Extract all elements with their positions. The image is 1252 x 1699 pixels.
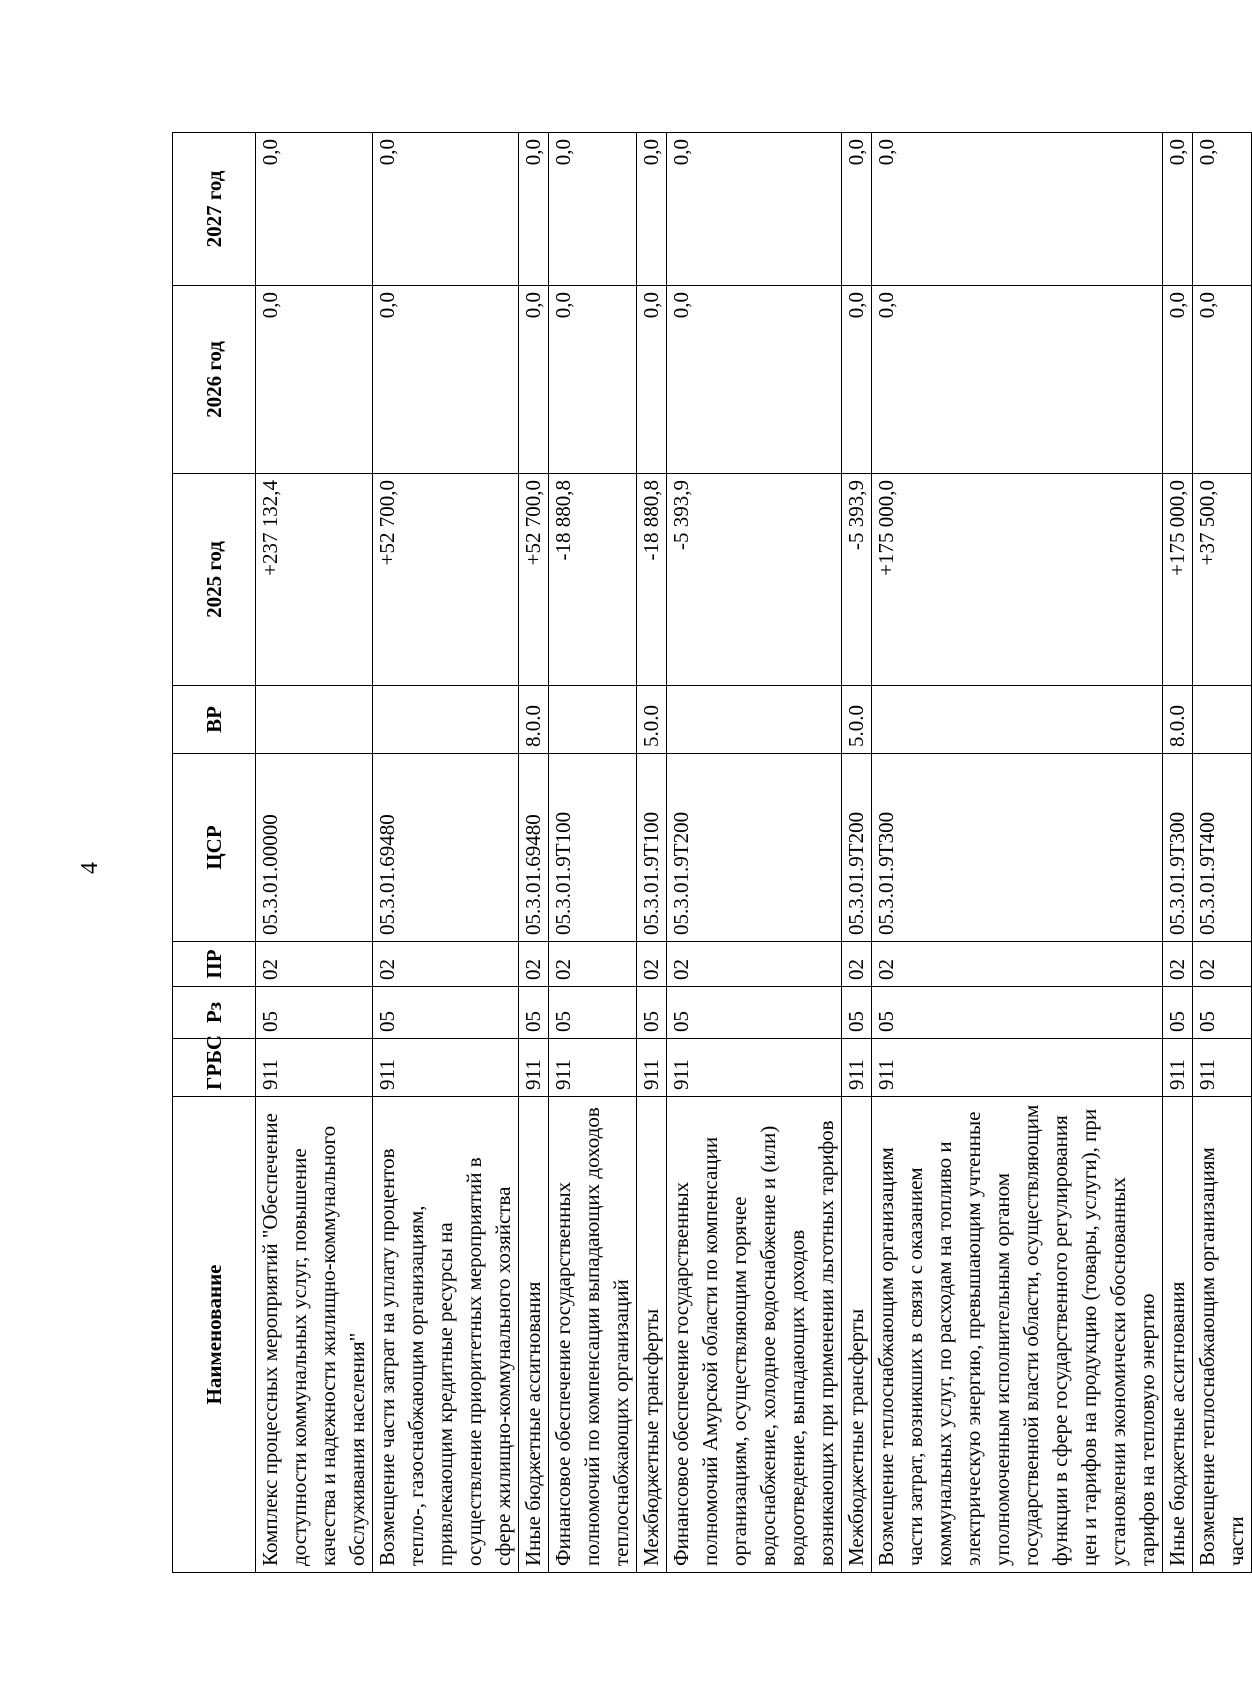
cell-pr: 02	[1163, 942, 1193, 987]
cell-vr	[549, 686, 637, 754]
table-header-row	[173, 133, 256, 1573]
cell-grbs: 911	[637, 1039, 667, 1097]
cell-2025: -5 393,9	[842, 474, 872, 686]
cell-2026: 0,0	[842, 286, 872, 474]
cell-2025: +52 700,0	[373, 474, 519, 686]
table-row	[519, 133, 549, 1573]
cell-rz: 05	[373, 987, 519, 1039]
cell-name: Финансовое обеспечение государственных полномочий Амурской области по компенсации организациям, осуществляющим горячее водоснабжение, холодное водоснабжение и (или) водоотведение, выпадающих доходов возникающих при применении льготных тарифов	[667, 1097, 842, 1573]
cell-csr: 05.3.01.9Т300	[1163, 754, 1193, 942]
rotated-table-container	[172, 133, 1248, 1573]
cell-grbs: 911	[256, 1039, 373, 1097]
cell-vr	[667, 686, 842, 754]
cell-csr: 05.3.01.9Т200	[667, 754, 842, 942]
cell-2025: -18 880,8	[637, 474, 667, 686]
cell-2025: +175 000,0	[1163, 474, 1193, 686]
cell-2025: -18 880,8	[549, 474, 637, 686]
cell-2025: +175 000,0	[872, 474, 1163, 686]
cell-grbs: 911	[519, 1039, 549, 1097]
cell-rz: 05	[256, 987, 373, 1039]
cell-pr: 02	[519, 942, 549, 987]
cell-2027: 0,0	[1193, 133, 1252, 286]
cell-name: Комплекс процессных мероприятий "Обеспечение доступности коммунальных услуг, повышение качества и надежности жилищно-коммунального обслуживания населения"	[256, 1097, 373, 1573]
cell-csr: 05.3.01.9Т400	[1193, 754, 1252, 942]
cell-rz: 05	[637, 987, 667, 1039]
cell-pr: 02	[373, 942, 519, 987]
cell-vr: 8.0.0	[519, 686, 549, 754]
cell-name: Возмещение части затрат на уплату процентов тепло-, газоснабжающим организациям, привлекающим кредитные ресурсы на осуществление приоритетных мероприятий в сфере жилищно-коммунального хозяйства	[373, 1097, 519, 1573]
cell-2025: -5 393,9	[667, 474, 842, 686]
cell-csr: 05.3.01.9Т300	[872, 754, 1163, 942]
cell-grbs: 911	[549, 1039, 637, 1097]
cell-2026: 0,0	[667, 286, 842, 474]
cell-grbs: 911	[667, 1039, 842, 1097]
cell-2026: 0,0	[519, 286, 549, 474]
cell-2025: +52 700,0	[519, 474, 549, 686]
cell-2027: 0,0	[842, 133, 872, 286]
cell-2027: 0,0	[549, 133, 637, 286]
cell-2027: 0,0	[637, 133, 667, 286]
cell-rz: 05	[872, 987, 1163, 1039]
cell-name: Возмещение теплоснабжающим организациям части	[1193, 1097, 1252, 1573]
table-row	[256, 133, 373, 1573]
cell-pr: 02	[842, 942, 872, 987]
table-row	[373, 133, 519, 1573]
cell-pr: 02	[667, 942, 842, 987]
table-row	[637, 133, 667, 1573]
table-row	[549, 133, 637, 1573]
cell-2025: +237 132,4	[256, 474, 373, 686]
cell-name: Иные бюджетные ассигнования	[1163, 1097, 1193, 1573]
cell-rz: 05	[549, 987, 637, 1039]
cell-2027: 0,0	[373, 133, 519, 286]
table-row	[842, 133, 872, 1573]
cell-rz: 05	[519, 987, 549, 1039]
cell-vr	[256, 686, 373, 754]
cell-2026: 0,0	[549, 286, 637, 474]
cell-pr: 02	[549, 942, 637, 987]
cell-vr	[1193, 686, 1252, 754]
cell-csr: 05.3.01.9Т100	[549, 754, 637, 942]
col-header-grbs: ГРБС	[173, 1039, 256, 1097]
cell-csr: 05.3.01.9Т200	[842, 754, 872, 942]
page-number: 4	[77, 862, 103, 874]
cell-pr: 02	[637, 942, 667, 987]
cell-rz: 05	[1163, 987, 1193, 1039]
cell-2026: 0,0	[872, 286, 1163, 474]
col-header-pr: ПР	[173, 942, 256, 987]
cell-2027: 0,0	[667, 133, 842, 286]
cell-2026: 0,0	[373, 286, 519, 474]
col-header-2027: 2027 год	[173, 133, 256, 286]
cell-pr: 02	[256, 942, 373, 987]
cell-name: Межбюджетные трансферты	[842, 1097, 872, 1573]
cell-2026: 0,0	[1193, 286, 1252, 474]
table-row	[667, 133, 842, 1573]
cell-rz: 05	[842, 987, 872, 1039]
cell-csr: 05.3.01.00000	[256, 754, 373, 942]
cell-2026: 0,0	[637, 286, 667, 474]
cell-2027: 0,0	[519, 133, 549, 286]
cell-pr: 02	[1193, 942, 1252, 987]
cell-csr: 05.3.01.9Т100	[637, 754, 667, 942]
cell-grbs: 911	[872, 1039, 1163, 1097]
col-header-csr: ЦСР	[173, 754, 256, 942]
cell-grbs: 911	[1163, 1039, 1193, 1097]
cell-name: Возмещение теплоснабжающим организациям части затрат, возникших в связи с оказанием коммунальных услуг, по расходам на топливо и электрическую энергию, превышающим учтенные уполномоченным исполнительным органом государственной власти области, осуществляющим функции в сфере государственного регулирования цен и тарифов на продукцию (товары, услуги), при установлении экономически обоснованных тарифов на тепловую энергию	[872, 1097, 1163, 1573]
cell-2027: 0,0	[872, 133, 1163, 286]
cell-pr: 02	[872, 942, 1163, 987]
cell-name: Финансовое обеспечение государственных полномочий по компенсации выпадающих доходов теплоснабжающих организаций	[549, 1097, 637, 1573]
cell-rz: 05	[1193, 987, 1252, 1039]
col-header-rz: Рз	[173, 987, 256, 1039]
budget-table	[172, 132, 1252, 1573]
cell-grbs: 911	[842, 1039, 872, 1097]
cell-rz: 05	[667, 987, 842, 1039]
cell-2027: 0,0	[256, 133, 373, 286]
cell-grbs: 911	[1193, 1039, 1252, 1097]
table-row	[1163, 133, 1193, 1573]
cell-2026: 0,0	[1163, 286, 1193, 474]
col-header-vr: ВР	[173, 686, 256, 754]
col-header-2026: 2026 год	[173, 286, 256, 474]
cell-vr: 5.0.0	[637, 686, 667, 754]
cell-name: Межбюджетные трансферты	[637, 1097, 667, 1573]
cell-vr: 8.0.0	[1163, 686, 1193, 754]
col-header-name: Наименование	[173, 1097, 256, 1573]
col-header-2025: 2025 год	[173, 474, 256, 686]
cell-vr	[872, 686, 1163, 754]
cell-grbs: 911	[373, 1039, 519, 1097]
cell-2025: +37 500,0	[1193, 474, 1252, 686]
cell-name: Иные бюджетные ассигнования	[519, 1097, 549, 1573]
cell-2027: 0,0	[1163, 133, 1193, 286]
table-row	[872, 133, 1163, 1573]
cell-2026: 0,0	[256, 286, 373, 474]
cell-vr	[373, 686, 519, 754]
cell-csr: 05.3.01.69480	[373, 754, 519, 942]
cell-vr: 5.0.0	[842, 686, 872, 754]
cell-csr: 05.3.01.69480	[519, 754, 549, 942]
table-row	[1193, 133, 1252, 1573]
